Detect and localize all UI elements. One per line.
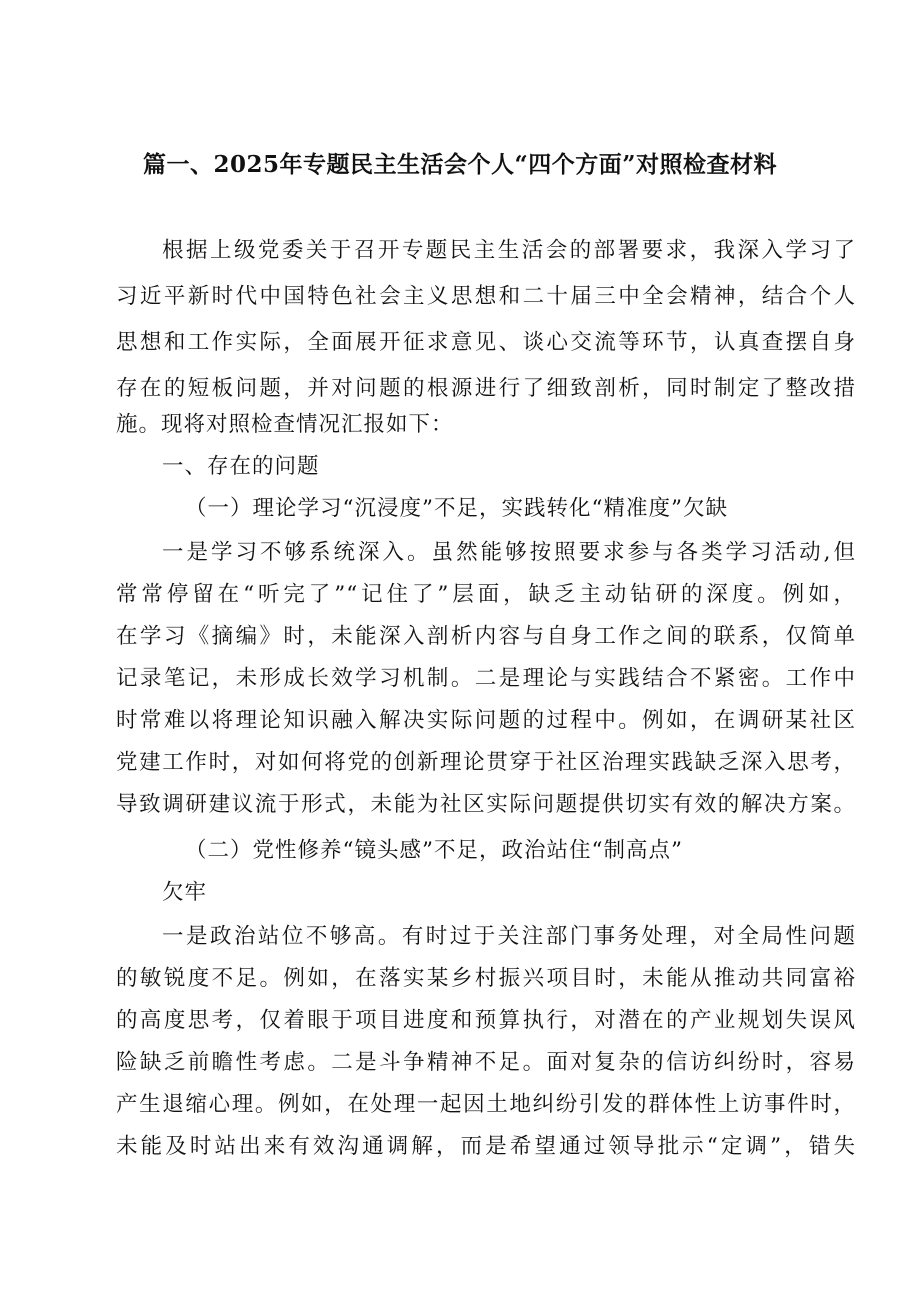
subsection-heading-1: （一）理论学习“沉浸度”不足，实践转化“精准度”欠缺 xyxy=(185,496,728,521)
intro-line-1: 根据上级党委关于召开专题民主生活会的部署要求，我深入学习了 xyxy=(162,238,856,263)
intro-line-4: 存在的短板问题，并对问题的根源进行了细致剖析，同时制定了整改措 xyxy=(116,376,856,401)
sub2-line-3: 的高度思考，仅着眼于项目进度和预算执行，对潜在的产业规划失误风 xyxy=(116,1008,856,1033)
sub1-line-4: 记录笔记，未形成长效学习机制。二是理论与实践结合不紧密。工作中 xyxy=(116,666,856,691)
sub1-line-1: 一是学习不够系统深入。虽然能够按照要求参与各类学习活动,但 xyxy=(162,540,856,565)
section-heading: 一、存在的问题 xyxy=(162,454,320,479)
intro-line-3: 思想和工作实际，全面展开征求意见、谈心交流等环节，认真查摆自身 xyxy=(116,330,856,355)
sub1-line-3: 在学习《摘编》时，未能深入剖析内容与自身工作之间的联系，仅简单 xyxy=(116,624,856,649)
sub2-line-2: 的敏锐度不足。例如，在落实某乡村振兴项目时，未能从推动共同富裕 xyxy=(116,966,856,991)
sub1-line-6: 党建工作时，对如何将党的创新理论贯穿于社区治理实践缺乏深入思考， xyxy=(116,750,856,775)
document-title: 篇一、2025年专题民主生活会个人“四个方面”对照检查材料 xyxy=(143,151,777,178)
sub2-line-6: 未能及时站出来有效沟通调解，而是希望通过领导批示“定调”，错失 xyxy=(116,1134,856,1159)
sub1-line-2: 常常停留在“听完了”“记住了”层面，缺乏主动钻研的深度。例如， xyxy=(116,582,856,607)
sub2-line-4: 险缺乏前瞻性考虑。二是斗争精神不足。面对复杂的信访纠纷时，容易 xyxy=(116,1050,856,1075)
sub1-line-5: 时常难以将理论知识融入解决实际问题的过程中。例如，在调研某社区 xyxy=(116,708,856,733)
sub2-line-5: 产生退缩心理。例如，在处理一起因土地纠纷引发的群体性上访事件时， xyxy=(116,1092,856,1117)
intro-line-2: 习近平新时代中国特色社会主义思想和二十届三中全会精神，结合个人 xyxy=(116,284,856,309)
sub2-line-1: 一是政治站位不够高。有时过于关注部门事务处理，对全局性问题 xyxy=(162,924,856,949)
subsection-heading-2-cont: 欠牢 xyxy=(162,880,208,905)
sub1-line-7: 导致调研建议流于形式，未能为社区实际问题提供切实有效的解决方案。 xyxy=(116,792,856,817)
intro-line-5: 施。现将对照检查情况汇报如下： xyxy=(116,412,454,437)
subsection-heading-2: （二）党性修养“镜头感”不足，政治站住“制高点” xyxy=(185,838,683,863)
